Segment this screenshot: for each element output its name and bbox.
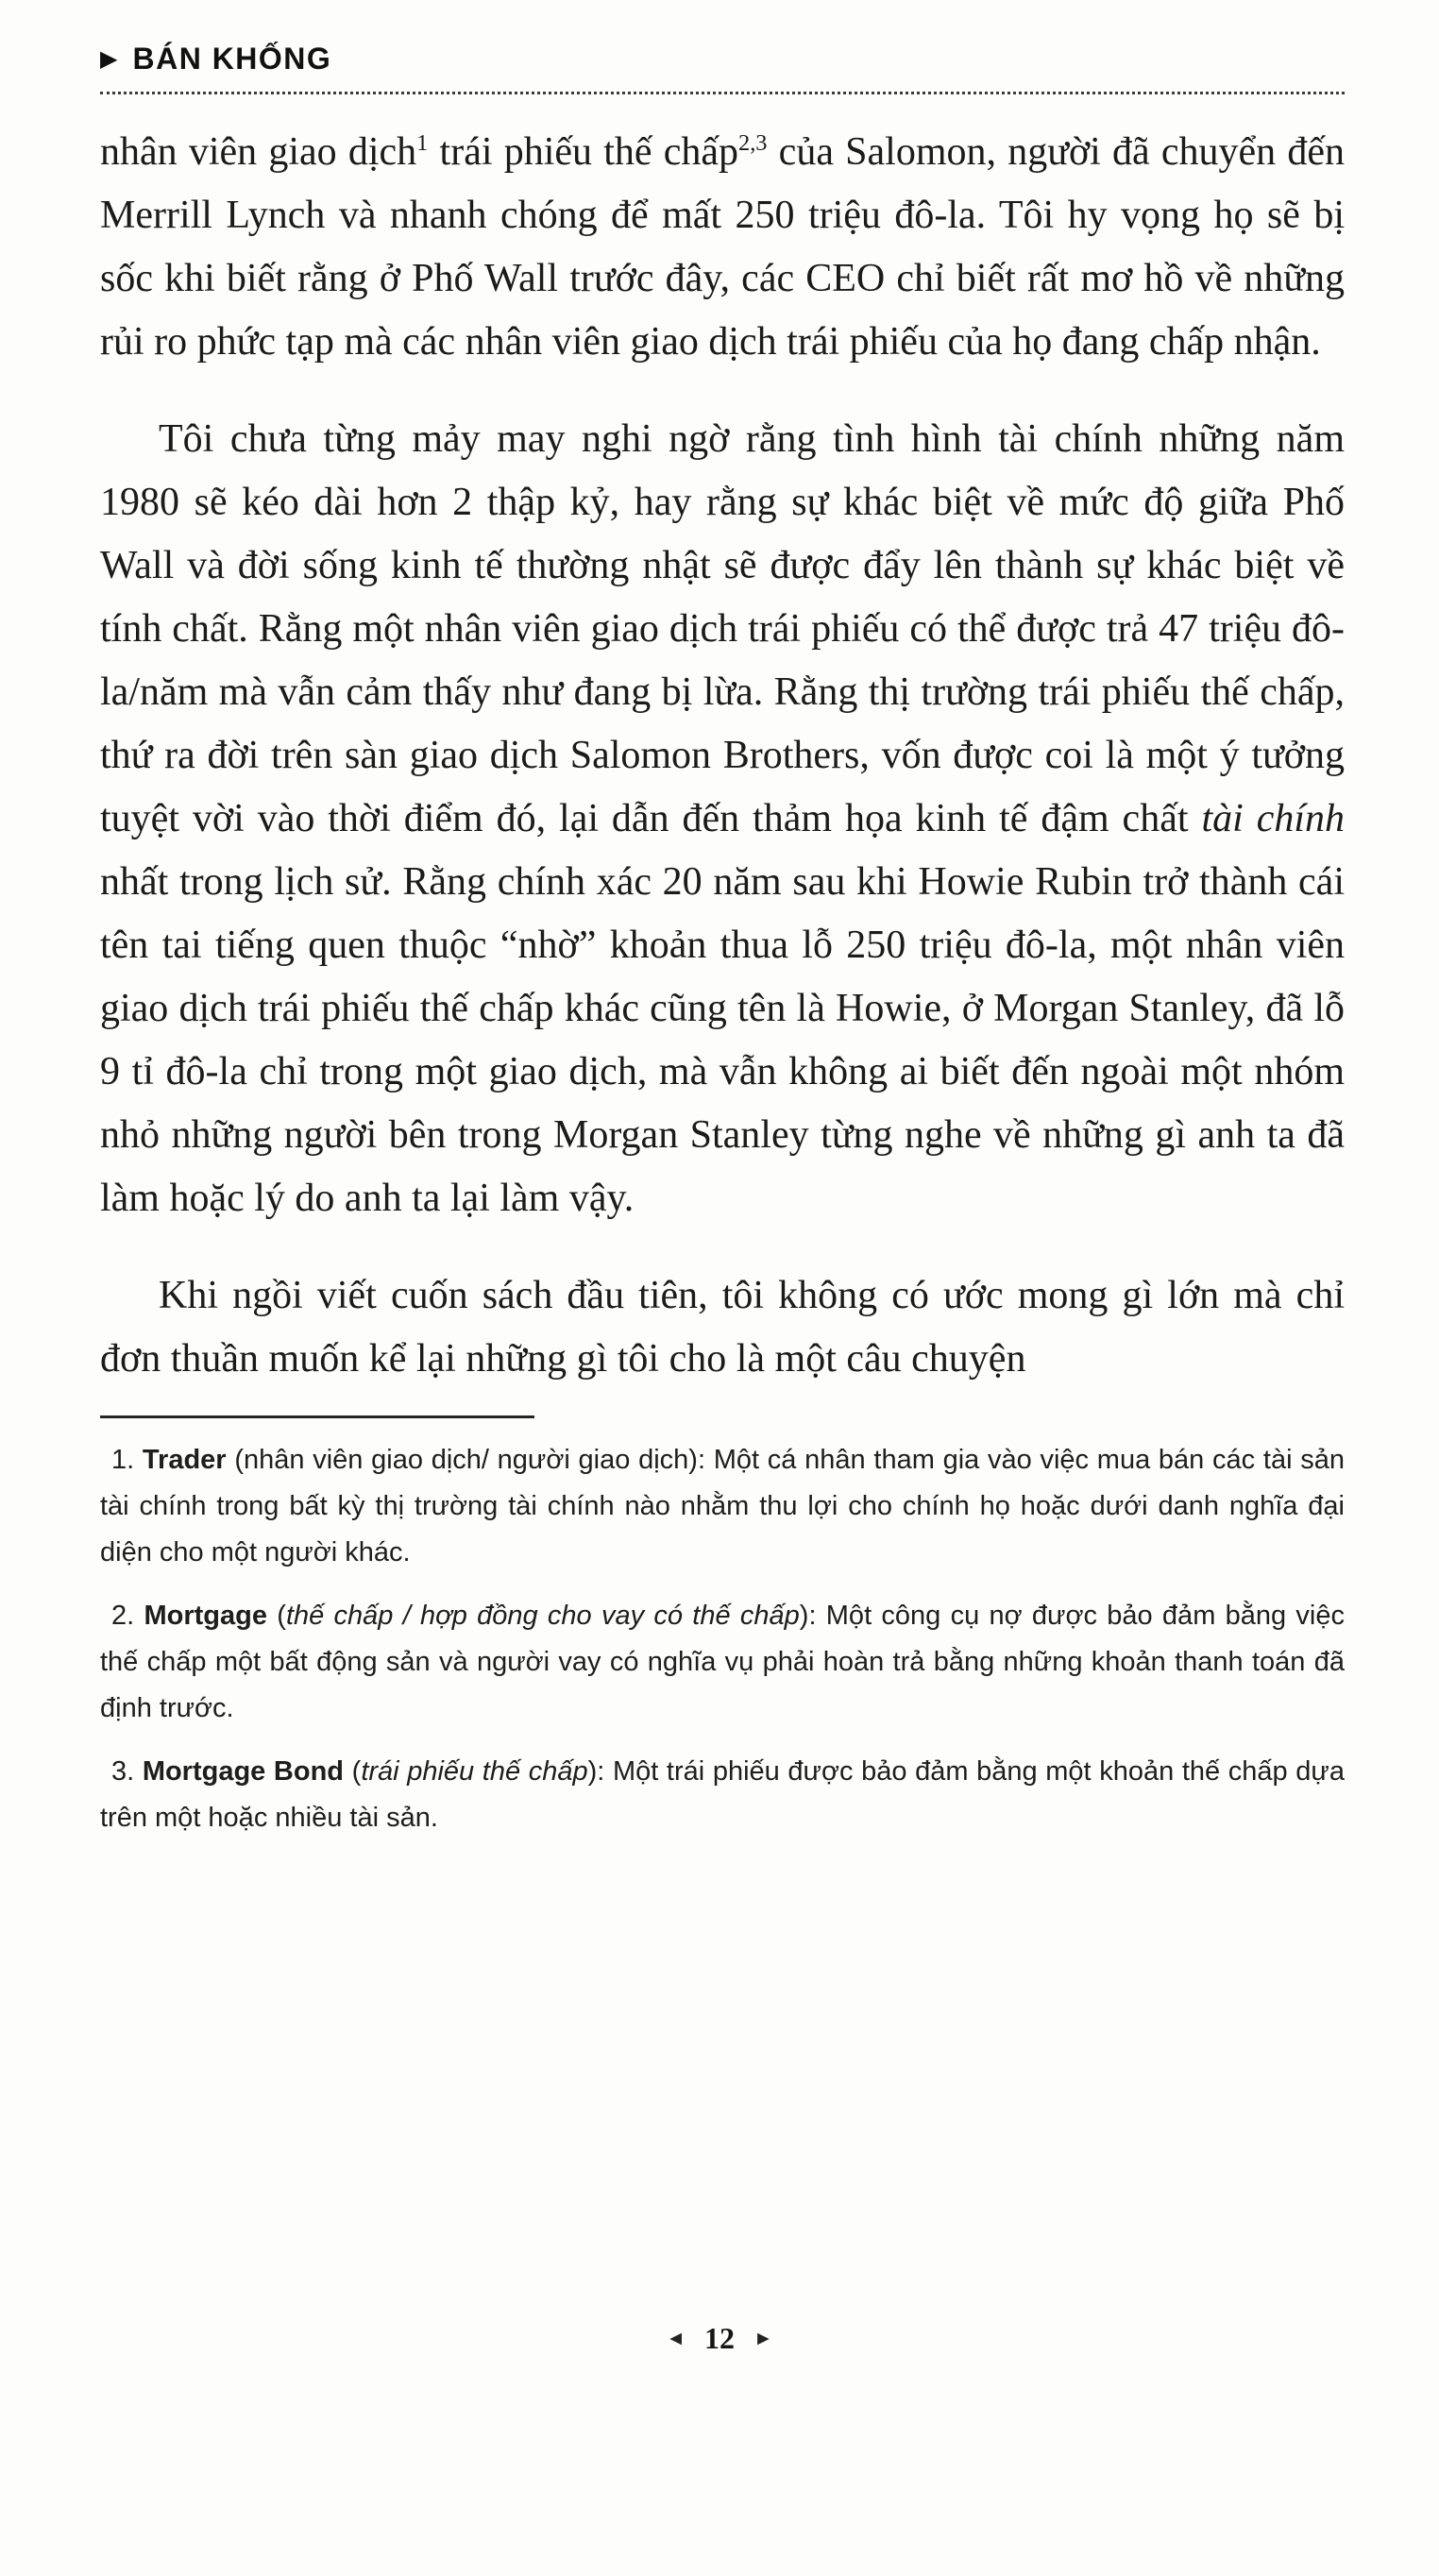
next-page-icon: ►: [753, 2327, 773, 2349]
text-run: nhất trong lịch sử. Rằng chính xác 20 năm sau khi Howie Rubin trở thành cái tên tai tiếng quen thuộc “nhờ” khoản thua lỗ 250 triệu đô-la, một nhân viên giao dịch trái phiếu thế chấp khác cũng tên là Howie, ở Morgan Stanley, đã lỗ 9 tỉ đô-la chỉ trong một giao dịch, mà vẫn không ai biết đến ngoài một nhóm nhỏ những người bên trong Morgan Stanley từng nghe về những gì anh ta đã làm hoặc lý do anh ta lại làm vậy.: [100, 860, 1345, 1220]
text-run: ): Một trái phiếu được bảo đảm bằng một khoản thế chấp dựa trên một hoặc nhiều tài sản.: [100, 1756, 1345, 1833]
paragraph: [100, 1264, 1345, 1391]
text-run: tài chính: [1201, 797, 1346, 840]
text-run: Mortgage Bond: [142, 1756, 345, 1787]
text-run: 1.: [111, 1445, 143, 1475]
footnote: [100, 1593, 1345, 1732]
text-run: nhân viên giao dịch: [100, 130, 417, 174]
footnote-separator-rule: [100, 1415, 534, 1418]
text-run: (nhân viên giao dịch/ người giao dịch): Một cá nhân tham gia vào việc mua bán các tài sản tài chính trong bất kỳ thị trường tài chính nào nhằm thu lợi cho chính họ hoặc dưới danh nghĩa đại diện cho một người khác.: [100, 1445, 1345, 1568]
text-run: 2,3: [738, 130, 768, 156]
page-footer: [0, 2321, 1439, 2356]
header-dotted-rule: [100, 92, 1345, 94]
page-number: 12: [704, 2321, 735, 2355]
text-run: (: [266, 1601, 286, 1631]
running-head-title: BÁN KHỐNG: [132, 42, 332, 76]
body-text: [100, 121, 1345, 1391]
text-run: Mortgage: [144, 1601, 267, 1631]
text-run: Khi ngồi viết cuốn sách đầu tiên, tôi không có ước mong gì lớn mà chỉ đơn thuần muốn kể lại những gì tôi cho là một câu chuyện: [100, 1274, 1345, 1381]
footnotes: [100, 1437, 1345, 1841]
text-run: 3.: [111, 1756, 143, 1787]
text-run: 1: [416, 130, 429, 156]
paragraph: [100, 408, 1345, 1230]
text-run: thế chấp / hợp đồng cho vay có thế chấp: [285, 1601, 800, 1631]
page-header: [100, 42, 1345, 76]
text-run: trái phiếu thế chấp: [361, 1756, 588, 1787]
footnote: [100, 1437, 1345, 1576]
text-run: 2.: [111, 1601, 144, 1631]
text-run: của Salomon, người đã chuyển đến Merrill Lynch và nhanh chóng để mất 250 triệu đô-la. Tôi hy vọng họ sẽ bị sốc khi biết rằng ở Phố Wall trước đây, các CEO chỉ biết rất mơ hồ về những rủi ro phức tạp mà các nhân viên giao dịch trái phiếu của họ đang chấp nhận.: [100, 130, 1345, 364]
text-run: (: [344, 1756, 362, 1787]
chapter-marker-icon: ▶: [100, 46, 118, 72]
text-run: Tôi chưa từng mảy may nghi ngờ rằng tình hình tài chính những năm 1980 sẽ kéo dài hơn 2 thập kỷ, hay rằng sự khác biệt về mức độ giữa Phố Wall và đời sống kinh tế thường nhật sẽ được đẩy lên thành sự khác biệt về tính chất. Rằng một nhân viên giao dịch trái phiếu có thể được trả 47 triệu đô-la/năm mà vẫn cảm thấy như đang bị lừa. Rằng thị trường trái phiếu thế chấp, thứ ra đời trên sàn giao dịch Salomon Brothers, vốn được coi là một ý tưởng tuyệt vời vào thời điểm đó, lại dẫn đến thảm họa kinh tế đậm chất: [100, 417, 1345, 840]
text-run: Trader: [142, 1445, 227, 1475]
prev-page-icon: ◄: [666, 2327, 686, 2349]
text-run: trái phiếu thế chấp: [428, 130, 739, 174]
footnote: [100, 1749, 1345, 1841]
text-run: ): Một công cụ nợ được bảo đảm bằng việc thế chấp một bất động sản và người vay có nghĩa vụ phải hoàn trả bằng những khoản thanh toán đã định trước.: [100, 1601, 1346, 1723]
paragraph: [100, 121, 1345, 374]
